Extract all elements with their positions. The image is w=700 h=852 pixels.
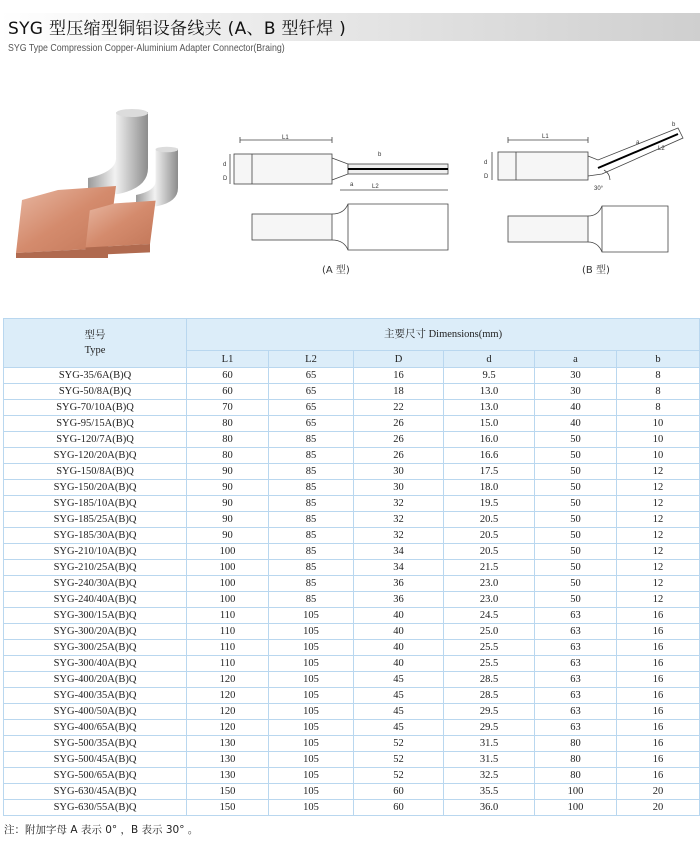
dimension-cell: 105 <box>269 608 354 624</box>
table-row <box>4 720 700 736</box>
dimension-cell: 16 <box>617 608 700 624</box>
dimension-cell: 22 <box>354 400 444 416</box>
dim-l1-b: L1 <box>542 134 549 140</box>
type-cell: SYG-50/8A(B)Q <box>4 384 187 400</box>
dimension-cell: 105 <box>269 656 354 672</box>
dimension-cell: 52 <box>354 736 444 752</box>
table-row <box>4 672 700 688</box>
drawing-type-b <box>478 120 694 254</box>
dimension-cell: 63 <box>535 656 617 672</box>
dimension-cell: 36 <box>354 576 444 592</box>
dimension-cell: 50 <box>535 544 617 560</box>
dimension-cell: 13.0 <box>444 384 535 400</box>
dimension-cell: 50 <box>535 528 617 544</box>
dimension-cell: 52 <box>354 768 444 784</box>
dimension-cell: 28.5 <box>444 688 535 704</box>
drawing-type-a <box>222 134 462 254</box>
dimension-cell: 40 <box>354 624 444 640</box>
dimension-cell: 34 <box>354 544 444 560</box>
dimension-cell: 25.5 <box>444 656 535 672</box>
dimension-cell: 16 <box>617 720 700 736</box>
dimension-cell: 120 <box>187 704 269 720</box>
type-cell: SYG-95/15A(B)Q <box>4 416 187 432</box>
dimension-cell: 50 <box>535 512 617 528</box>
dimension-cell: 25.5 <box>444 640 535 656</box>
dim-bigd-b: D <box>484 174 489 180</box>
table-row <box>4 384 700 400</box>
page-title: SYG 型压缩型铜铝设备线夹 (A、B 型钎焊 ) <box>8 19 347 39</box>
dimension-cell: 12 <box>617 512 700 528</box>
dimension-cell: 105 <box>269 768 354 784</box>
dimension-cell: 65 <box>269 416 354 432</box>
table-row <box>4 416 700 432</box>
type-cell: SYG-185/30A(B)Q <box>4 528 187 544</box>
dimension-cell: 8 <box>617 368 700 384</box>
dimension-cell: 90 <box>187 512 269 528</box>
table-row <box>4 656 700 672</box>
column-header-a: a <box>535 351 617 368</box>
dimension-cell: 24.5 <box>444 608 535 624</box>
dim-l2-b: L2 <box>658 146 665 152</box>
type-cell: SYG-500/45A(B)Q <box>4 752 187 768</box>
dimension-cell: 105 <box>269 640 354 656</box>
dimension-cell: 16 <box>617 688 700 704</box>
dim-angle-b: 30° <box>594 186 604 192</box>
column-header-l1: L1 <box>187 351 269 368</box>
dimension-cell: 16 <box>617 704 700 720</box>
dimension-cell: 31.5 <box>444 752 535 768</box>
type-cell: SYG-630/55A(B)Q <box>4 800 187 816</box>
dimension-cell: 50 <box>535 448 617 464</box>
table-row <box>4 576 700 592</box>
type-cell: SYG-300/40A(B)Q <box>4 656 187 672</box>
dim-b-a: b <box>378 152 382 158</box>
dimension-cell: 80 <box>187 416 269 432</box>
dimension-cell: 100 <box>535 800 617 816</box>
dimension-cell: 105 <box>269 784 354 800</box>
dimension-cell: 40 <box>535 400 617 416</box>
type-cell: SYG-500/65A(B)Q <box>4 768 187 784</box>
dimension-cell: 100 <box>187 544 269 560</box>
dimension-cell: 16 <box>617 656 700 672</box>
type-cell: SYG-150/8A(B)Q <box>4 464 187 480</box>
dimension-cell: 16 <box>617 736 700 752</box>
dimension-cell: 34 <box>354 560 444 576</box>
dimension-cell: 63 <box>535 624 617 640</box>
dimension-cell: 36.0 <box>444 800 535 816</box>
dimension-cell: 15.0 <box>444 416 535 432</box>
dimension-cell: 8 <box>617 400 700 416</box>
type-cell: SYG-500/35A(B)Q <box>4 736 187 752</box>
type-cell: SYG-70/10A(B)Q <box>4 400 187 416</box>
dimension-cell: 80 <box>187 448 269 464</box>
type-cell: SYG-185/25A(B)Q <box>4 512 187 528</box>
dimension-cell: 150 <box>187 800 269 816</box>
dimension-cell: 12 <box>617 528 700 544</box>
dim-a-b: a <box>636 140 640 146</box>
dimension-cell: 16 <box>354 368 444 384</box>
type-cell: SYG-400/65A(B)Q <box>4 720 187 736</box>
dimension-cell: 20 <box>617 800 700 816</box>
dimension-cell: 85 <box>269 448 354 464</box>
dim-b-b: b <box>672 122 676 128</box>
table-row <box>4 544 700 560</box>
dimension-cell: 45 <box>354 704 444 720</box>
type-cell: SYG-150/20A(B)Q <box>4 480 187 496</box>
dimension-cell: 40 <box>354 608 444 624</box>
dimension-cell: 120 <box>187 720 269 736</box>
dimension-cell: 26 <box>354 448 444 464</box>
table-row <box>4 800 700 816</box>
dimension-cell: 12 <box>617 544 700 560</box>
dimension-cell: 25.0 <box>444 624 535 640</box>
table-row <box>4 640 700 656</box>
dimension-cell: 85 <box>269 464 354 480</box>
dimension-cell: 50 <box>535 576 617 592</box>
dimension-cell: 65 <box>269 384 354 400</box>
figure-area <box>0 90 700 290</box>
dimension-cell: 9.5 <box>444 368 535 384</box>
type-cell: SYG-240/30A(B)Q <box>4 576 187 592</box>
dimension-cell: 16 <box>617 624 700 640</box>
dimension-cell: 65 <box>269 400 354 416</box>
dimension-cell: 50 <box>535 592 617 608</box>
dimension-cell: 50 <box>535 432 617 448</box>
dimension-cell: 16 <box>617 672 700 688</box>
dimension-cell: 105 <box>269 704 354 720</box>
dimension-cell: 32 <box>354 496 444 512</box>
dimension-cell: 63 <box>535 688 617 704</box>
dimension-cell: 70 <box>187 400 269 416</box>
dimension-cell: 16 <box>617 640 700 656</box>
dimension-cell: 12 <box>617 496 700 512</box>
dimension-cell: 30 <box>535 384 617 400</box>
dimension-cell: 80 <box>535 736 617 752</box>
dimension-cell: 26 <box>354 416 444 432</box>
type-header-en: Type <box>84 345 106 356</box>
table-row <box>4 768 700 784</box>
table-row <box>4 752 700 768</box>
caption-type-b: (B 型) <box>582 265 610 276</box>
dim-l1-a: L1 <box>282 135 289 141</box>
dimension-cell: 105 <box>269 736 354 752</box>
dimension-cell: 105 <box>269 800 354 816</box>
table-row <box>4 464 700 480</box>
dimension-cell: 63 <box>535 640 617 656</box>
table-row <box>4 368 700 384</box>
dimension-cell: 130 <box>187 736 269 752</box>
column-header-b: b <box>617 351 700 368</box>
dimension-cell: 110 <box>187 656 269 672</box>
dimension-cell: 45 <box>354 672 444 688</box>
dimension-cell: 85 <box>269 544 354 560</box>
dimension-cell: 21.5 <box>444 560 535 576</box>
column-header-l2: L2 <box>269 351 354 368</box>
dimension-cell: 10 <box>617 432 700 448</box>
dimension-cell: 85 <box>269 576 354 592</box>
dimension-cell: 16.0 <box>444 432 535 448</box>
dimension-cell: 105 <box>269 688 354 704</box>
dimension-cell: 45 <box>354 720 444 736</box>
type-header-cell <box>4 319 187 368</box>
type-cell: SYG-185/10A(B)Q <box>4 496 187 512</box>
type-cell: SYG-300/15A(B)Q <box>4 608 187 624</box>
dimension-cell: 80 <box>187 432 269 448</box>
table-row <box>4 688 700 704</box>
dimension-cell: 31.5 <box>444 736 535 752</box>
dimension-cell: 12 <box>617 560 700 576</box>
column-header-d: d <box>444 351 535 368</box>
dimension-cell: 10 <box>617 448 700 464</box>
dimension-cell: 30 <box>354 464 444 480</box>
dimension-cell: 23.0 <box>444 592 535 608</box>
type-cell: SYG-400/20A(B)Q <box>4 672 187 688</box>
dimension-cell: 110 <box>187 608 269 624</box>
dimension-cell: 80 <box>535 768 617 784</box>
dimension-cell: 35.5 <box>444 784 535 800</box>
dimension-cell: 20.5 <box>444 512 535 528</box>
dimension-cell: 120 <box>187 688 269 704</box>
dimension-cell: 63 <box>535 608 617 624</box>
type-cell: SYG-210/10A(B)Q <box>4 544 187 560</box>
dimension-cell: 40 <box>354 656 444 672</box>
type-cell: SYG-300/25A(B)Q <box>4 640 187 656</box>
dimension-cell: 110 <box>187 640 269 656</box>
dimension-cell: 60 <box>354 784 444 800</box>
dimension-cell: 105 <box>269 720 354 736</box>
dimension-cell: 23.0 <box>444 576 535 592</box>
dimension-cell: 30 <box>354 480 444 496</box>
dim-a-a: a <box>350 182 354 188</box>
dimension-cell: 50 <box>535 480 617 496</box>
dimension-cell: 32.5 <box>444 768 535 784</box>
dimension-cell: 63 <box>535 672 617 688</box>
table-row <box>4 784 700 800</box>
dimension-cell: 105 <box>269 752 354 768</box>
caption-type-a: (A 型) <box>322 265 350 276</box>
dimension-cell: 18 <box>354 384 444 400</box>
table-row <box>4 448 700 464</box>
table-row <box>4 480 700 496</box>
dimension-cell: 32 <box>354 512 444 528</box>
dimension-cell: 29.5 <box>444 704 535 720</box>
dimension-cell: 45 <box>354 688 444 704</box>
dimension-cell: 110 <box>187 624 269 640</box>
dimension-cell: 20 <box>617 784 700 800</box>
dimension-cell: 90 <box>187 464 269 480</box>
table-row <box>4 624 700 640</box>
table-row <box>4 608 700 624</box>
dimension-cell: 19.5 <box>444 496 535 512</box>
type-cell: SYG-400/35A(B)Q <box>4 688 187 704</box>
table-row <box>4 704 700 720</box>
dimension-cell: 50 <box>535 496 617 512</box>
dimension-cell: 100 <box>187 560 269 576</box>
dimension-cell: 16 <box>617 768 700 784</box>
dimension-cell: 10 <box>617 416 700 432</box>
dimension-cell: 60 <box>187 384 269 400</box>
table-row <box>4 400 700 416</box>
footnote: 注：附加字母 A 表示 0° ，B 表示 30° 。 <box>4 824 199 836</box>
dimension-cell: 105 <box>269 672 354 688</box>
dimensions-header: 主要尺寸 Dimensions(mm) <box>187 319 700 351</box>
dimension-cell: 20.5 <box>444 528 535 544</box>
table-row <box>4 592 700 608</box>
type-cell: SYG-630/45A(B)Q <box>4 784 187 800</box>
dimension-cell: 63 <box>535 704 617 720</box>
dimension-cell: 50 <box>535 464 617 480</box>
dimension-cell: 63 <box>535 720 617 736</box>
type-cell: SYG-120/20A(B)Q <box>4 448 187 464</box>
dimension-cell: 80 <box>535 752 617 768</box>
type-cell: SYG-210/25A(B)Q <box>4 560 187 576</box>
dimension-cell: 30 <box>535 368 617 384</box>
dimension-cell: 100 <box>187 592 269 608</box>
dim-d-a: d <box>223 162 227 168</box>
dimension-cell: 85 <box>269 432 354 448</box>
dimension-cell: 32 <box>354 528 444 544</box>
dimension-cell: 65 <box>269 368 354 384</box>
dimension-cell: 85 <box>269 496 354 512</box>
dimension-cell: 85 <box>269 512 354 528</box>
table-row <box>4 432 700 448</box>
type-cell: SYG-35/6A(B)Q <box>4 368 187 384</box>
dimension-cell: 90 <box>187 528 269 544</box>
dimension-cell: 105 <box>269 624 354 640</box>
dimension-cell: 12 <box>617 592 700 608</box>
type-cell: SYG-400/50A(B)Q <box>4 704 187 720</box>
table-body <box>4 368 700 816</box>
dimension-cell: 12 <box>617 576 700 592</box>
page-subtitle: SYG Type Compression Copper-Aluminium Adapter Connector(Braing) <box>8 43 285 54</box>
dimension-cell: 100 <box>187 576 269 592</box>
dimension-cell: 85 <box>269 560 354 576</box>
table-row <box>4 736 700 752</box>
dimension-cell: 29.5 <box>444 720 535 736</box>
dimension-cell: 60 <box>354 800 444 816</box>
dimension-cell: 16.6 <box>444 448 535 464</box>
dimension-cell: 60 <box>187 368 269 384</box>
dimension-cell: 130 <box>187 768 269 784</box>
dimension-cell: 85 <box>269 480 354 496</box>
table-row <box>4 560 700 576</box>
dimension-cell: 13.0 <box>444 400 535 416</box>
dimension-cell: 85 <box>269 528 354 544</box>
dimension-cell: 40 <box>535 416 617 432</box>
product-photo <box>8 108 208 258</box>
table-row <box>4 496 700 512</box>
dimension-cell: 100 <box>535 784 617 800</box>
dimension-cell: 18.0 <box>444 480 535 496</box>
dimension-cell: 12 <box>617 480 700 496</box>
dimension-cell: 90 <box>187 480 269 496</box>
dimension-cell: 130 <box>187 752 269 768</box>
dimension-cell: 120 <box>187 672 269 688</box>
dimension-cell: 17.5 <box>444 464 535 480</box>
table-row <box>4 512 700 528</box>
dim-l2-a: L2 <box>372 184 379 190</box>
dimensions-table <box>3 318 700 816</box>
table-row <box>4 528 700 544</box>
dimension-cell: 40 <box>354 640 444 656</box>
dimension-cell: 85 <box>269 592 354 608</box>
dim-bigd-a: D <box>223 176 228 182</box>
dimension-cell: 36 <box>354 592 444 608</box>
dimension-cell: 8 <box>617 384 700 400</box>
dimension-cell: 16 <box>617 752 700 768</box>
type-cell: SYG-240/40A(B)Q <box>4 592 187 608</box>
dimension-cell: 28.5 <box>444 672 535 688</box>
dimension-cell: 90 <box>187 496 269 512</box>
dimension-cell: 20.5 <box>444 544 535 560</box>
dimension-cell: 52 <box>354 752 444 768</box>
dimension-cell: 150 <box>187 784 269 800</box>
dim-d-b: d <box>484 160 488 166</box>
column-header-d: D <box>354 351 444 368</box>
type-header-cn: 型号 <box>84 330 106 341</box>
type-cell: SYG-120/7A(B)Q <box>4 432 187 448</box>
dimension-cell: 12 <box>617 464 700 480</box>
type-cell: SYG-300/20A(B)Q <box>4 624 187 640</box>
dimension-cell: 50 <box>535 560 617 576</box>
dimension-cell: 26 <box>354 432 444 448</box>
